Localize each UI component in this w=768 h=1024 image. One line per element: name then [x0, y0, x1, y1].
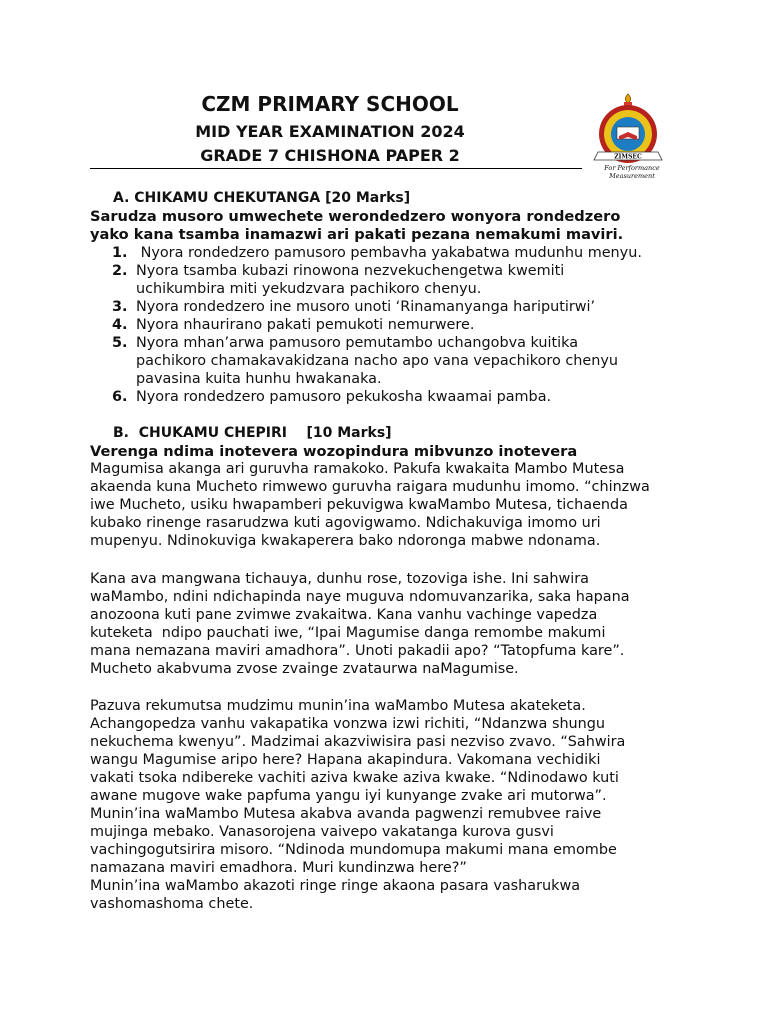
passage-line: vashomashoma chete.: [90, 896, 254, 912]
passage-line: waMambo, ndini ndichapinda naye muguva ndomuvanzarika, saka hapana: [90, 589, 630, 605]
passage-line: kubako rinenge rasarudzwa kuti agovigwamo. Ndichakuviga imomo uri: [90, 515, 601, 531]
question-number: 3.: [112, 299, 128, 315]
exam-title: MID YEAR EXAMINATION 2024: [195, 122, 465, 141]
passage-paragraph-2: [90, 570, 690, 678]
question-text: Nyora nhaurirano pakati pemukoti nemurwere.: [136, 317, 475, 333]
passage-line: mujinga mebako. Vanasorojena vaivepo vakatanga kurova gusvi: [90, 824, 554, 840]
question-number: 4.: [112, 317, 128, 333]
logo-flame-icon: [625, 94, 630, 103]
passage-line: Munin’ina waMambo Mutesa akabva avanda pagwenzi remubvee raive: [90, 806, 602, 822]
passage-line: Mucheto akabvuma zvose zvainge zvataurwa naMagumise.: [90, 661, 519, 677]
header-divider: [90, 168, 582, 169]
passage-line: akaenda kuna Mucheto rimwewo guruvha raigara mudunhu imomo. “chinzwa: [90, 479, 650, 495]
passage-line: mana nemazana maviri amadhora”. Unoti pakadii apo? “Tatopfuma kare”.: [90, 643, 625, 659]
passage-line: wangu Magumise aripo here? Hapana akapindura. Vakomana vechidiki: [90, 752, 601, 768]
question-text: uchikumbira miti yekudzvara pachikoro chenyu.: [136, 281, 482, 297]
passage-line: nekuchema kwenyu”. Madzimai akazviwisira pasi nezviso zvavo. “Sahwira: [90, 734, 626, 750]
section-a-question-list: [0, 244, 696, 406]
passage-line: Kana ava mangwana tichauya, dunhu rose, tozoviga ishe. Ini sahwira: [90, 571, 589, 587]
question-number: 6.: [112, 389, 128, 405]
question-item: [0, 334, 696, 388]
question-item: [0, 388, 696, 406]
passage-paragraph-3: [90, 697, 690, 913]
passage-line: kuteketa ndipo pauchati iwe, “Ipai Magumise danga remombe makumi: [90, 625, 606, 641]
question-item: [0, 262, 696, 298]
question-number: 5.: [112, 335, 128, 351]
section-b-instruction: Verenga ndima inotevera wozopindura mibvunzo inotevera: [90, 443, 578, 460]
question-text: pavasina kuita hunhu hwakanaka.: [136, 371, 382, 387]
question-number: 1.: [112, 245, 128, 261]
question-text: pachikoro chamakavakidzana nacho apo vana vepachikoro chenyu: [136, 353, 618, 369]
passage-line: vakati tsoka ndibereke vachiti aziva kwake aziva kwake. “Ndinodawo kuti: [90, 770, 619, 786]
section-a-title: A. CHIKAMU CHEKUTANGA [20 Marks]: [113, 190, 411, 206]
question-text: Nyora rondedzero pamusoro pembavha yakabatwa mudunhu menyu.: [136, 245, 642, 261]
question-text: Nyora rondedzero pamusoro pekukosha kwaamai pamba.: [136, 389, 552, 405]
section-b-title: B. CHUKAMU CHEPIRI [10 Marks]: [113, 425, 392, 441]
passage-line: awane mugove wake papfuma yangu iyi kunyange zvake ari mutorwa”.: [90, 788, 607, 804]
school-name: CZM PRIMARY SCHOOL: [201, 92, 459, 116]
question-text: Nyora mhan’arwa pamusoro pemutambo uchangobva kuitika: [136, 335, 579, 351]
passage-line: Munin’ina waMambo akazoti ringe ringe akaona pasara vasharukwa: [90, 878, 581, 894]
paper-title: GRADE 7 CHISHONA PAPER 2: [200, 146, 460, 165]
passage-line: vachingogutsirira misoro. “Ndinoda mundomupa makumi mana emombe: [90, 842, 617, 858]
question-item: [0, 316, 696, 334]
logo-banner-text: ZIMSEC: [614, 153, 642, 161]
question-text: Nyora rondedzero ine musoro unoti ‘Rinamanyanga hariputirwi’: [136, 299, 596, 315]
logo-tagline: For Performance Measurement: [604, 164, 660, 180]
passage-line: Achangopedza vanhu vakapatika vonzwa izwi richiti, “Ndanzwa shungu: [90, 716, 606, 732]
passage-line: mupenyu. Ndinokuviga kwakaperera bako ndoronga mabwe ndonama.: [90, 533, 601, 549]
instruction-line: Sarudza musoro umwechete werondedzero wonyora rondedzero: [90, 208, 621, 225]
passage-line: Magumisa akanga ari guruvha ramakoko. Pakufa kwakaita Mambo Mutesa: [90, 461, 625, 477]
section-a-instruction: [90, 208, 680, 244]
instruction-line: yako kana tsamba inamazwi ari pakati pezana nemakumi maviri.: [90, 226, 624, 243]
passage-line: Pazuva rekumutsa mudzimu munin’ina waMambo Mutesa akateketa.: [90, 698, 586, 714]
passage-line: iwe Mucheto, usiku hwapamberi pekuvigwa kwaMambo Mutesa, tichaenda: [90, 497, 628, 513]
passage-line: namazana maviri emadhora. Muri kundinzwa here?”: [90, 860, 467, 876]
question-text: Nyora tsamba kubazi rinowona nezvekuchengetwa kwemiti: [136, 263, 565, 279]
passage-line: anozoona kuti pane zvimwe zvakaitwa. Kana vanhu vachinge vapedza: [90, 607, 598, 623]
question-item: [0, 298, 696, 316]
passage-paragraph-1: [90, 460, 690, 550]
question-item: [0, 244, 696, 262]
question-number: 2.: [112, 263, 128, 279]
